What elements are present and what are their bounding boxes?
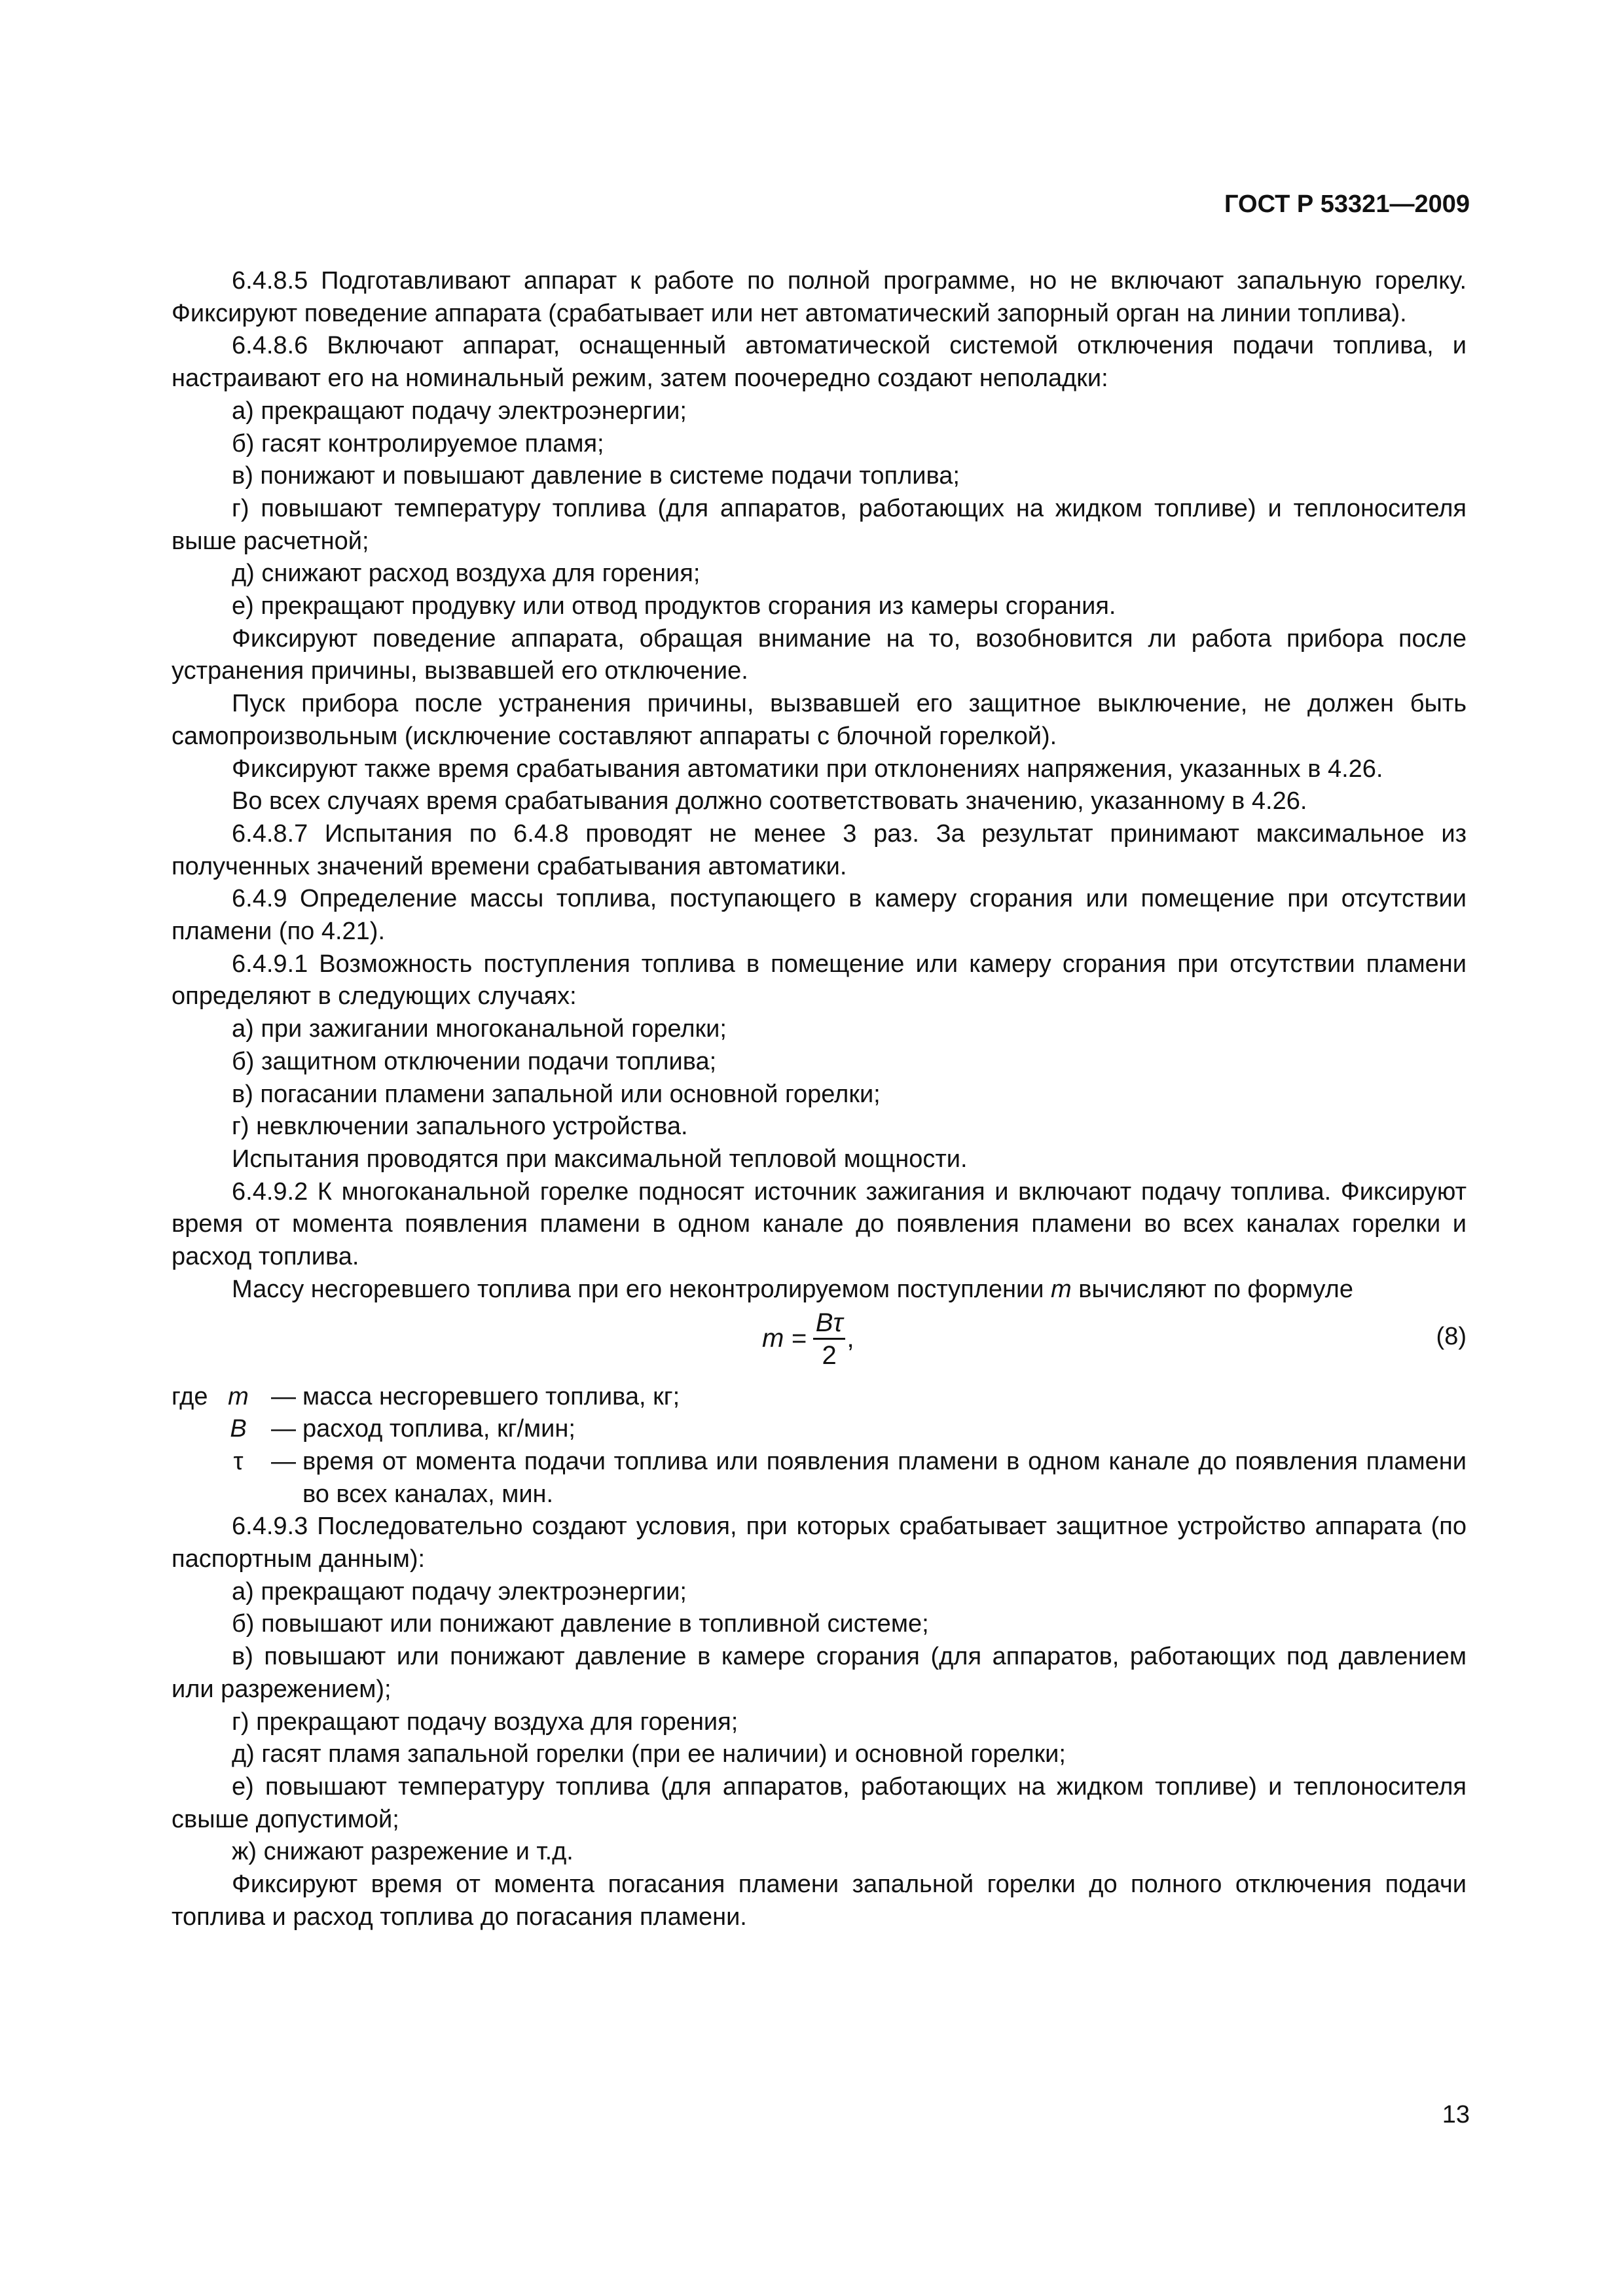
formula-trailing: , bbox=[847, 1324, 854, 1354]
paragraph: 6.4.9.2 К многоканальной горелке подносят источник зажигания и включают подачу топлива. Фиксируют время от момента появления пламени в одном канале до появления пламени во всех каналах горелки и расход топлива. bbox=[172, 1177, 1467, 1271]
paragraph: д) снижают расход воздуха для горения; bbox=[232, 560, 701, 588]
paragraph: Фиксируют время от момента погасания пламени запальной горелки до полного отключения подачи топлива и расход топлива до погасания пламени. bbox=[172, 1871, 1467, 1931]
paragraph: 6.4.8.7 Испытания по 6.4.8 проводят не менее 3 раз. За результат принимают максимальное из полученных значений времени срабатывания автоматики. bbox=[172, 819, 1467, 880]
paragraph: б) защитном отключении подачи топлива; bbox=[232, 1047, 717, 1075]
document-header: ГОСТ Р 53321—2009 bbox=[1224, 190, 1470, 218]
paragraph: Фиксируют поведение аппарата, обращая внимание на то, возобновится ли работа прибора после устранения причины, вызвавшей его отключение. bbox=[172, 624, 1467, 685]
paragraph: 6.4.8.5 Подготавливают аппарат к работе по полной программе, но не включают запальную горелку. Фиксируют поведение аппарата (срабатывает или нет автоматический запорный орган на линии топлива). bbox=[172, 267, 1467, 327]
paragraph: ж) снижают разрежение и т.д. bbox=[232, 1838, 574, 1866]
definition-text: масса несгоревшего топлива, кг; bbox=[302, 1382, 680, 1410]
paragraph: г) прекращают подачу воздуха для горения; bbox=[232, 1708, 739, 1736]
paragraph: Во всех случаях время срабатывания должно соответствовать значению, указанному в 4.26. bbox=[232, 787, 1307, 816]
page-number: 13 bbox=[1442, 2101, 1470, 2128]
paragraph-group-top bbox=[172, 265, 1467, 1274]
formula-intro-after: вычисляют по формуле bbox=[1071, 1275, 1353, 1303]
paragraph: 6.4.9.1 Возможность поступления топлива в помещение или камеру сгорания при отсутствии пламени определяют в следующих случаях: bbox=[172, 950, 1467, 1011]
definition-text: время от момента подачи топлива или появления пламени в одном канале до появления пламени во всех каналах, мин. bbox=[302, 1447, 1467, 1508]
paragraph: г) повышают температуру топлива (для аппаратов, работающих на жидком топливе) и теплоносителя выше расчетной; bbox=[172, 494, 1467, 555]
paragraph: Фиксируют также время срабатывания автоматики при отклонениях напряжения, указанных в 4.26. bbox=[232, 755, 1383, 783]
definition-dash: — bbox=[271, 1382, 296, 1410]
definition-item bbox=[172, 1381, 1467, 1414]
paragraph: е) прекращают продувку или отвод продуктов сгорания из камеры сгорания. bbox=[232, 592, 1116, 620]
formula-numerator: Bτ bbox=[813, 1308, 846, 1340]
paragraph: в) понижают и повышают давление в системе подачи топлива; bbox=[232, 462, 960, 490]
definition-text: расход топлива, кг/мин; bbox=[302, 1415, 575, 1443]
formula-fraction bbox=[813, 1308, 846, 1371]
paragraph: 6.4.9 Определение массы топлива, поступающего в камеру сгорания или помещение при отсутствии пламени (по 4.21). bbox=[172, 885, 1467, 946]
paragraph: а) прекращают подачу электроэнергии; bbox=[232, 1577, 687, 1605]
paragraph: е) повышают температуру топлива (для аппаратов, работающих на жидком топливе) и теплоносителя свыше допустимой; bbox=[172, 1772, 1467, 1833]
formula-block bbox=[172, 1306, 1467, 1380]
definition-lead: где bbox=[172, 1382, 208, 1410]
paragraph: 6.4.9.3 Последовательно создают условия, при которых срабатывает защитное устройство аппарата (по паспортным данным): bbox=[172, 1513, 1467, 1573]
definitions-list bbox=[172, 1381, 1467, 1511]
formula-denominator: 2 bbox=[822, 1340, 837, 1370]
definition-symbol: B bbox=[230, 1415, 247, 1443]
definition-lead bbox=[172, 1446, 212, 1511]
definition-item bbox=[172, 1413, 1467, 1446]
paragraph: в) повышают или понижают давление в камере сгорания (для аппаратов, работающих под давлением или разрежением); bbox=[172, 1643, 1467, 1703]
paragraph: Пуск прибора после устранения причины, вызвавшей его защитное выключение, не должен быть самопроизвольным (исключение составляют аппараты с блочной горелкой). bbox=[172, 690, 1467, 750]
definition-dash: — bbox=[271, 1415, 296, 1443]
formula-intro-before: Массу несгоревшего топлива при его неконтролируемом поступлении bbox=[232, 1275, 1051, 1303]
paragraph: б) повышают или понижают давление в топливной системе; bbox=[232, 1610, 929, 1638]
definition-dash: — bbox=[271, 1447, 296, 1475]
paragraph: а) прекращают подачу электроэнергии; bbox=[232, 397, 687, 425]
definition-symbol: τ bbox=[233, 1447, 244, 1475]
paragraph: 6.4.8.6 Включают аппарат, оснащенный автоматической системой отключения подачи топлива, и настраивают его на номинальный режим, затем поочередно создают неполадки: bbox=[172, 332, 1467, 393]
formula-lhs: m = bbox=[762, 1324, 807, 1354]
paragraph: д) гасят пламя запальной горелки (при ее наличии) и основной горелки; bbox=[232, 1740, 1066, 1768]
formula bbox=[762, 1308, 854, 1371]
paragraph-group-bottom bbox=[172, 1511, 1467, 1933]
paragraph: б) гасят контролируемое пламя; bbox=[232, 429, 604, 457]
paragraph: Испытания проводятся при максимальной тепловой мощности. bbox=[232, 1145, 968, 1173]
document-body bbox=[172, 265, 1467, 1933]
definition-item bbox=[172, 1446, 1467, 1511]
paragraph: г) невключении запального устройства. bbox=[232, 1113, 688, 1141]
definition-lead bbox=[172, 1413, 212, 1446]
paragraph: а) при зажигании многоканальной горелки; bbox=[232, 1015, 727, 1043]
definition-symbol: m bbox=[228, 1382, 249, 1410]
formula-intro-var: m bbox=[1051, 1275, 1072, 1303]
equation-number: (8) bbox=[1436, 1322, 1467, 1350]
paragraph: в) погасании пламени запальной или основной горелки; bbox=[232, 1080, 881, 1108]
formula-intro bbox=[172, 1274, 1467, 1306]
